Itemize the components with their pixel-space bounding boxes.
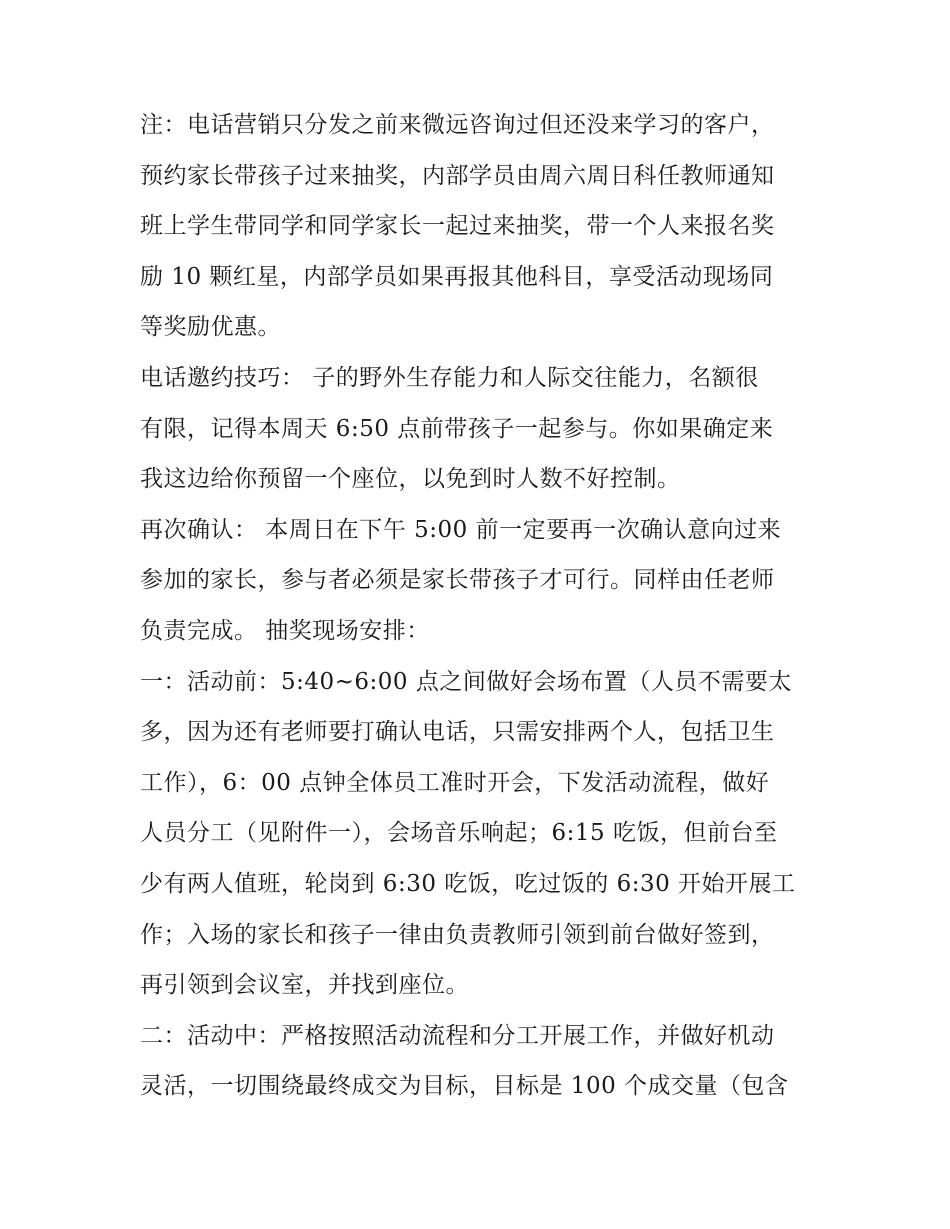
paragraph <box>140 505 820 657</box>
text-line: 励 10 颗红星，内部学员如果再报其他科目，享受活动现场同 <box>140 263 774 290</box>
text-line: 多，因为还有老师要打确认电话，只需安排两个人，包括卫生 <box>140 719 775 746</box>
text-line: 负责完成。 抽奖现场安排： <box>140 617 430 644</box>
text-line: 我这边给你预留一个座位，以免到时人数不好控制。 <box>140 466 681 493</box>
text-line: 再次确认： 本周日在下午 5:00 前一定要再一次确认意向过来 <box>140 516 782 543</box>
document-body <box>140 100 820 1112</box>
text-line: 人员分工（见附件一），会场音乐响起；6:15 吃饭，但前台至 <box>140 820 778 847</box>
text-line: 参加的家长，参与者必须是家长带孩子才可行。同样由任老师 <box>140 567 775 594</box>
text-line: 灵活，一切围绕最终成交为目标，目标是 100 个成交量（包含 <box>140 1073 789 1100</box>
paragraph <box>140 100 820 353</box>
text-line: 电话邀约技巧： 子的野外生存能力和人际交往能力，名额很 <box>140 364 759 391</box>
text-line: 工作），6：00 点钟全体员工准时开会，下发活动流程，做好 <box>140 769 770 796</box>
paragraph <box>140 353 820 505</box>
text-line: 等奖励优惠。 <box>140 314 281 341</box>
text-line: 注：电话营销只分发之前来微远咨询过但还没来学习的客户， <box>140 112 775 138</box>
text-line: 有限，记得本周天 6:50 点前带孩子一起参与。你如果确定来 <box>140 415 774 442</box>
text-line: 一：活动前：5:40~6:00 点之间做好会场布置（人员不需要太 <box>140 668 792 695</box>
paragraph <box>140 1011 820 1112</box>
text-line: 班上学生带同学和同学家长一起过来抽奖，带一个人来报名奖 <box>140 213 775 240</box>
text-line: 二：活动中：严格按照活动流程和分工开展工作，并做好机动 <box>140 1022 775 1049</box>
text-line: 作；入场的家长和孩子一律由负责教师引领到前台做好签到， <box>140 921 775 948</box>
text-line: 预约家长带孩子过来抽奖，内部学员由周六周日科任教师通知 <box>140 162 775 189</box>
text-line: 少有两人值班，轮岗到 6:30 吃饭，吃过饭的 6:30 开始开展工 <box>140 870 796 897</box>
paragraph <box>140 657 820 1011</box>
text-line: 再引领到会议室，并找到座位。 <box>140 972 469 999</box>
